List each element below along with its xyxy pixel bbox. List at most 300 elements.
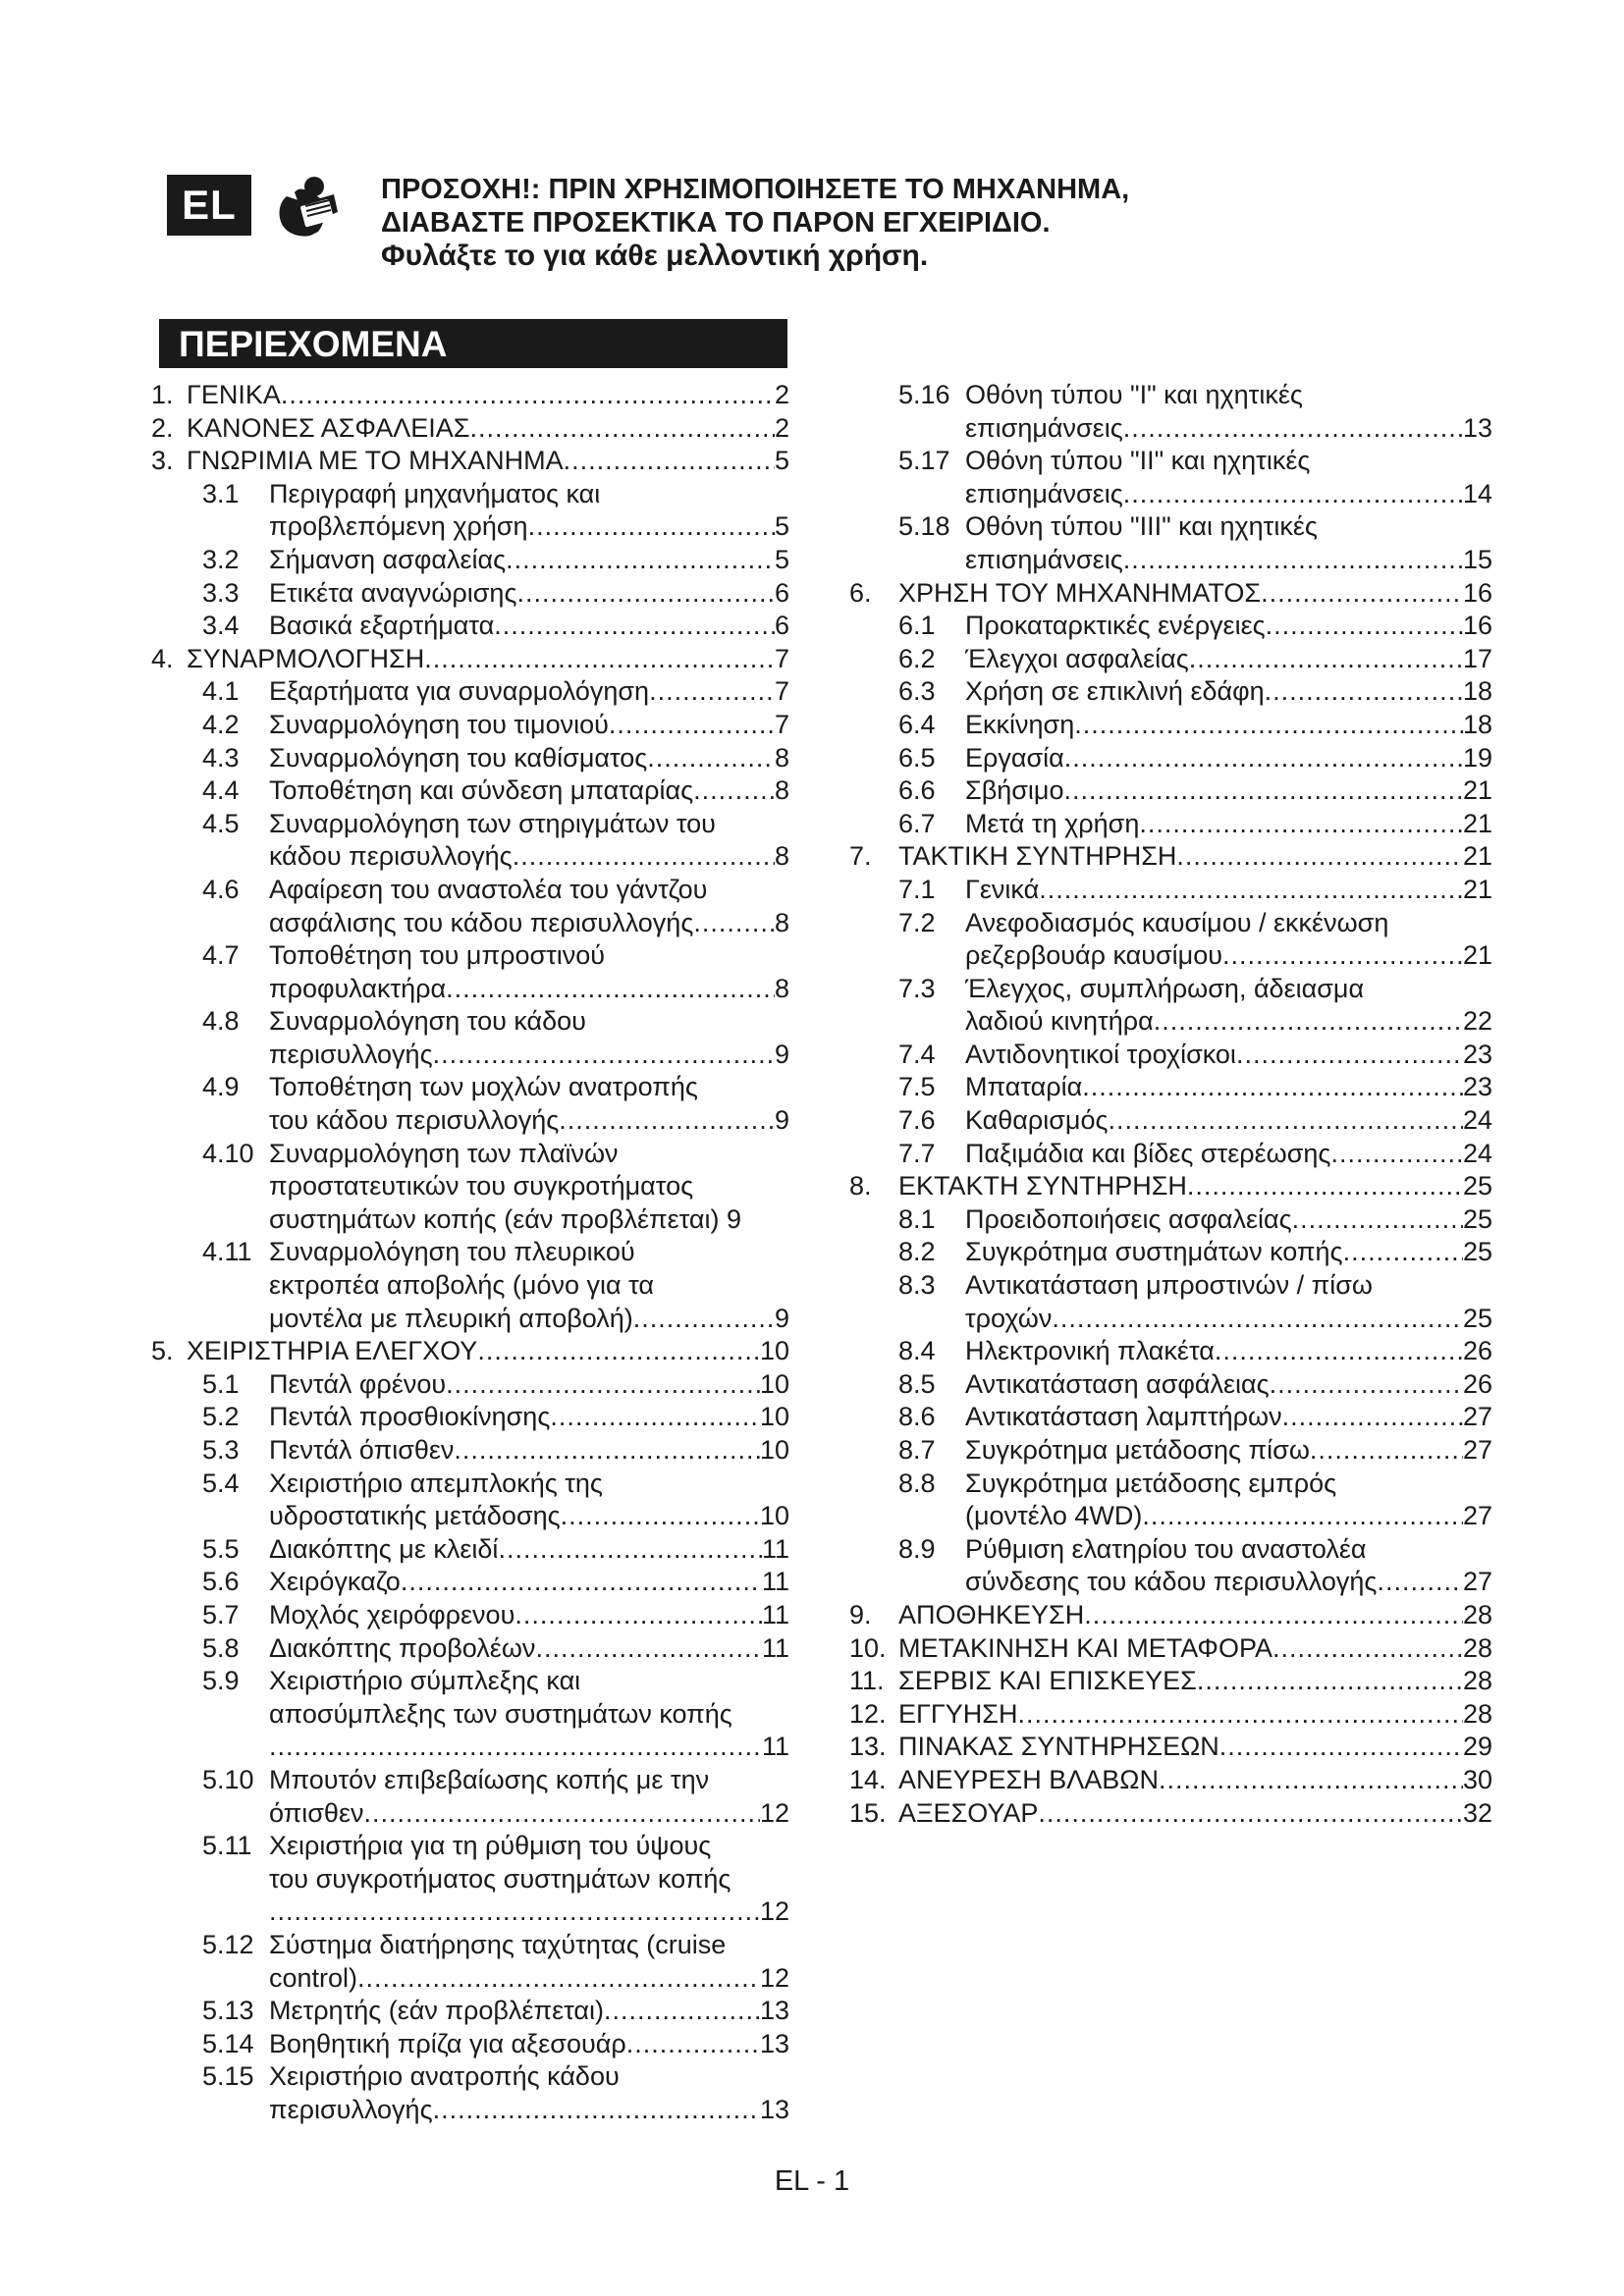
toc-entry-title: Οθόνη τύπου "II" και ηχητικές: [965, 446, 1311, 476]
toc-entry-number: 8.5: [898, 1368, 936, 1399]
toc-leader-dots: [514, 1599, 762, 1632]
toc-entry-page: 8: [774, 775, 789, 806]
toc-entry-number: 5.18: [898, 511, 950, 542]
toc-entry-page: 10: [759, 1435, 789, 1465]
toc-leader-dots: [1139, 808, 1463, 841]
toc-entry-title: Συναρμολόγηση του καθίσματος: [269, 742, 648, 773]
toc-entry-number: 8.7: [898, 1435, 936, 1465]
toc-leader-dots: [609, 709, 775, 742]
toc-entry[interactable]: [151, 1005, 789, 1039]
toc-entry-number: 8.1: [898, 1203, 936, 1234]
toc-entry-page: 21: [1462, 841, 1492, 872]
toc-leader-dots: [1109, 1104, 1463, 1138]
toc-entry-number: 5.4: [202, 1468, 240, 1498]
toc-entry[interactable]: [151, 2028, 789, 2061]
toc-entry-number: 4.11: [202, 1237, 252, 1267]
toc-entry[interactable]: [849, 577, 1492, 611]
toc-entry-title: Βοηθητική πρίζα για αξεσουάρ: [269, 2028, 626, 2058]
toc-entry[interactable]: [849, 709, 1492, 742]
toc-entry[interactable]: [151, 1203, 789, 1237]
toc-entry-title: Εργασία: [965, 742, 1064, 773]
toc-entry-title: προστατευτικών του συγκροτήματος: [269, 1171, 694, 1201]
toc-leader-dots: [1377, 1566, 1463, 1599]
toc-entry[interactable]: [849, 1500, 1492, 1533]
toc-entry-number: 3.: [151, 446, 174, 476]
toc-title: ΠΕΡΙΕΧΟΜΕΝΑ: [159, 319, 787, 368]
toc-entry[interactable]: [151, 1797, 789, 1831]
toc-entry[interactable]: [151, 379, 789, 412]
toc-entry-page: 17: [1462, 643, 1492, 673]
toc-entry[interactable]: [151, 1039, 789, 1072]
toc-entry-title: Βασικά εξαρτήματα: [269, 611, 495, 641]
toc-entry[interactable]: [151, 1632, 789, 1666]
toc-entry-number: 5.: [151, 1336, 174, 1366]
toc-entry[interactable]: [849, 1698, 1492, 1732]
toc-entry[interactable]: [151, 1335, 789, 1368]
toc-entry[interactable]: [151, 1698, 789, 1732]
toc-entry-title: προβλεπόμενη χρήση: [269, 511, 528, 542]
toc-entry[interactable]: [151, 1071, 789, 1104]
toc-leader-dots: [281, 379, 775, 412]
toc-entry-number: 12.: [849, 1698, 887, 1729]
toc-entry[interactable]: [151, 1533, 789, 1567]
toc-entry-title: Συγκρότημα μετάδοσης εμπρός: [965, 1468, 1337, 1498]
toc-entry[interactable]: [849, 1468, 1492, 1501]
toc-leader-dots: [1123, 478, 1463, 511]
toc-entry-number: 4.3: [202, 742, 240, 773]
toc-entry-number: 4.6: [202, 874, 240, 904]
toc-entry[interactable]: [849, 1401, 1492, 1434]
toc-entry[interactable]: [151, 1468, 789, 1501]
toc-entry-number: 5.3: [202, 1435, 240, 1465]
toc-entry-page: 18: [1462, 709, 1492, 739]
toc-entry-title: Αφαίρεση του αναστολέα του γάντζου: [269, 874, 708, 904]
toc-entry[interactable]: [151, 544, 789, 577]
toc-entry-number: 4.9: [202, 1072, 240, 1102]
toc-entry[interactable]: [849, 478, 1492, 511]
page-number: EL - 1: [774, 2165, 850, 2197]
toc-entry-number: 13.: [849, 1732, 887, 1762]
toc-entry-page: 29: [1462, 1732, 1492, 1762]
toc-entry-page: 10: [759, 1368, 789, 1399]
toc-entry-page: 25: [1462, 1303, 1492, 1333]
toc-entry-title: επισημάνσεις: [965, 412, 1123, 443]
toc-entry-title: Σήμανση ασφαλείας: [269, 544, 507, 574]
toc-entry[interactable]: [849, 1335, 1492, 1368]
toc-entry-page: 28: [1462, 1632, 1492, 1663]
toc-entry-page: 13: [1462, 412, 1492, 443]
toc-entry-number: 5.14: [202, 2028, 254, 2058]
toc-entry-number: 4.4: [202, 775, 240, 806]
toc-entry-page: 9: [774, 1303, 789, 1333]
toc-entry[interactable]: [849, 874, 1492, 907]
toc-entry-title: ΧΕΙΡΙΣΤΗΡΙΑ ΕΛΕΓΧΟΥ: [187, 1336, 478, 1366]
toc-leader-dots: [1197, 1665, 1463, 1698]
toc-entry-page: 24: [1462, 1138, 1492, 1168]
toc-entry-title: Προειδοποιήσεις ασφαλείας: [965, 1203, 1292, 1234]
toc-entry[interactable]: [151, 610, 789, 643]
toc-entry-page: 8: [774, 907, 789, 937]
toc-leader-dots: [1265, 675, 1463, 709]
toc-leader-dots: [433, 1039, 775, 1072]
toc-entry[interactable]: [151, 1500, 789, 1533]
toc-leader-dots: [550, 1401, 760, 1434]
toc-leader-dots: [433, 2094, 760, 2127]
toc-entry-title: ΑΞΕΣΟΥΑΡ: [898, 1797, 1039, 1828]
toc-entry-page: 5: [774, 446, 789, 476]
toc-leader-dots: [357, 1962, 760, 1996]
toc-entry-title: control): [269, 1962, 358, 1993]
toc-entry-title: επισημάνσεις: [965, 478, 1123, 508]
toc-entry[interactable]: [151, 774, 789, 808]
toc-entry-title: ΜΕΤΑΚΙΝΗΣΗ ΚΑΙ ΜΕΤΑΦΟΡΑ: [898, 1632, 1272, 1663]
toc-entry[interactable]: [151, 1929, 789, 1962]
toc-entry[interactable]: [151, 1731, 789, 1764]
toc-leader-dots: [528, 510, 775, 544]
toc-entry[interactable]: [151, 1896, 789, 1929]
toc-entry-number: 7.2: [898, 907, 936, 937]
toc-entry[interactable]: [151, 939, 789, 973]
toc-entry[interactable]: [849, 675, 1492, 709]
toc-entry[interactable]: [151, 1138, 789, 1171]
toc-leader-dots: [1270, 1368, 1463, 1402]
toc-entry-title: προφυλακτήρα: [269, 973, 447, 1003]
toc-leader-dots: [1330, 1138, 1463, 1171]
toc-entry[interactable]: [151, 1995, 789, 2028]
toc-entry[interactable]: [151, 675, 789, 709]
toc-entry-number: 7.5: [898, 1072, 936, 1102]
toc-entry-number: 8.: [849, 1171, 872, 1201]
language-badge: EL: [167, 175, 251, 236]
toc-leader-dots: [1266, 610, 1463, 643]
toc-entry[interactable]: [151, 1236, 789, 1269]
toc-leader-dots: [1282, 1401, 1463, 1434]
toc-entry[interactable]: [849, 1632, 1492, 1666]
toc-entry-number: 7.3: [898, 973, 936, 1003]
warning-line-1: ΠΡΟΣΟΧΗ!: ΠΡΙΝ ΧΡΗΣΙΜΟΠΟΙΗΣΕΤΕ ΤΟ ΜΗΧΑΝΗΜΑ,: [381, 174, 1130, 205]
toc-entry-title: Χρήση σε επικλινή εδάφη: [965, 676, 1265, 707]
toc-entry-page: 8: [774, 841, 789, 872]
toc-entry[interactable]: [151, 1434, 789, 1468]
toc-entry-page: 26: [1462, 1368, 1492, 1399]
toc-entry[interactable]: [151, 2060, 789, 2094]
toc-entry-title: κάδου περισυλλογής: [269, 841, 513, 872]
toc-entry-page: 9: [774, 1105, 789, 1136]
toc-entry-page: 25: [1462, 1171, 1492, 1201]
toc-leader-dots: [1074, 709, 1463, 742]
toc-entry-page: 25: [1462, 1203, 1492, 1234]
toc-entry[interactable]: [151, 1170, 789, 1203]
toc-entry-page: 23: [1462, 1072, 1492, 1102]
toc-entry[interactable]: [849, 1138, 1492, 1171]
toc-entry-page: 6: [774, 611, 789, 641]
toc-entry-number: 15.: [849, 1797, 887, 1828]
toc-entry-page: 30: [1462, 1764, 1492, 1794]
toc-entry-title: Αντιδονητικοί τροχίσκοι: [965, 1039, 1236, 1069]
toc-entry[interactable]: [151, 412, 789, 446]
toc-entry[interactable]: [849, 1566, 1492, 1599]
toc-leader-dots: [559, 1104, 775, 1138]
toc-entry-number: 6.: [849, 577, 872, 608]
toc-entry-number: 1.: [151, 380, 174, 409]
toc-entry-number: 7.4: [898, 1039, 936, 1069]
toc-entry-number: 5.11: [202, 1831, 252, 1861]
toc-entry-page: 11: [761, 1732, 789, 1762]
toc-entry[interactable]: [849, 1731, 1492, 1764]
toc-entry[interactable]: [849, 1039, 1492, 1072]
toc-leader-dots: [1142, 1500, 1463, 1533]
toc-entry-title: Συναρμολόγηση των στηριγμάτων του: [269, 808, 716, 838]
toc-entry[interactable]: [151, 1830, 789, 1863]
toc-entry[interactable]: [151, 643, 789, 676]
toc-entry[interactable]: [849, 1203, 1492, 1237]
toc-entry-title: Ανεφοδιασμός καυσίμου / εκκένωση: [965, 907, 1389, 937]
toc-entry-number: 14.: [849, 1764, 887, 1794]
toc-entry-page: 12: [759, 1797, 789, 1828]
toc-entry[interactable]: [151, 1104, 789, 1138]
toc-leader-dots: [1187, 1170, 1463, 1203]
toc-entry-title: ΕΚΤΑΚΤΗ ΣΥΝΤΗΡΗΣΗ: [898, 1171, 1187, 1201]
toc-entry-title: ΠΙΝΑΚΑΣ ΣΥΝΤΗΡΗΣΕΩΝ: [898, 1732, 1219, 1762]
toc-leader-dots: [1082, 1071, 1463, 1104]
toc-entry[interactable]: [849, 1236, 1492, 1269]
toc-entry-number: 7.1: [898, 874, 936, 904]
toc-entry-number: 4.7: [202, 940, 240, 971]
toc-entry[interactable]: [849, 1303, 1492, 1336]
toc-entry-page: 27: [1462, 1501, 1492, 1531]
toc-entry[interactable]: [849, 1665, 1492, 1698]
toc-leader-dots: [477, 1335, 760, 1368]
toc-entry[interactable]: [849, 1071, 1492, 1104]
toc-entry[interactable]: [151, 1599, 789, 1632]
toc-entry-title: ΕΓΓΥΗΣΗ: [898, 1698, 1018, 1729]
toc-entry-page: 11: [761, 1599, 789, 1629]
toc-entry-number: 8.6: [898, 1402, 936, 1432]
toc-entry[interactable]: [151, 808, 789, 841]
toc-entry[interactable]: [151, 510, 789, 544]
toc-entry[interactable]: [849, 1104, 1492, 1138]
toc-entry-page: 9: [774, 1039, 789, 1069]
toc-leader-dots: [1052, 1303, 1463, 1336]
toc-entry[interactable]: [151, 840, 789, 874]
toc-entry[interactable]: [849, 1368, 1492, 1402]
toc-entry-page: 21: [1462, 808, 1492, 838]
toc-entry-page: 15: [1462, 544, 1492, 574]
toc-leader-dots: [1154, 1005, 1463, 1039]
toc-entry[interactable]: [151, 1368, 789, 1402]
toc-entry[interactable]: [849, 939, 1492, 973]
toc-leader-dots: [604, 1995, 760, 2028]
toc-entry[interactable]: [151, 1863, 789, 1896]
toc-entry-number: 3.2: [202, 544, 240, 574]
toc-entry-title: Μπαταρία: [965, 1072, 1083, 1102]
toc-entry[interactable]: [151, 742, 789, 775]
toc-entry-title: Οθόνη τύπου "I" και ηχητικές: [965, 380, 1303, 409]
toc-leader-dots: [1063, 774, 1462, 808]
toc-entry[interactable]: [849, 445, 1492, 478]
toc-leader-dots: [693, 774, 775, 808]
toc-entry[interactable]: [849, 1797, 1492, 1831]
toc-entry-title: Τοποθέτηση των μοχλών ανατροπής: [269, 1072, 698, 1102]
toc-entry-page: 21: [1462, 775, 1492, 806]
toc-entry[interactable]: [849, 774, 1492, 808]
toc-entry[interactable]: [151, 973, 789, 1006]
toc-entry[interactable]: [151, 1764, 789, 1797]
toc-entry[interactable]: [151, 1269, 789, 1303]
toc-entry-title: Οθόνη τύπου "III" και ηχητικές: [965, 511, 1318, 542]
toc-entry-title: Συναρμολόγηση των πλαϊνών: [269, 1138, 619, 1168]
toc-entry-number: 5.6: [202, 1567, 240, 1597]
toc-entry[interactable]: [151, 1401, 789, 1434]
toc-entry[interactable]: [849, 742, 1492, 775]
toc-entry[interactable]: [151, 1962, 789, 1996]
toc-leader-dots: [446, 1368, 760, 1402]
toc-entry-page: 10: [759, 1501, 789, 1531]
toc-entry[interactable]: [151, 2094, 789, 2127]
toc-entry[interactable]: [849, 840, 1492, 874]
toc-entry-page: 19: [1462, 742, 1492, 773]
toc-entry-number: 8.4: [898, 1336, 936, 1366]
toc-leader-dots: [649, 675, 775, 709]
toc-entry-title: Πεντάλ όπισθεν: [269, 1435, 455, 1465]
toc-entry-page: 21: [1462, 874, 1492, 904]
toc-entry[interactable]: [151, 1566, 789, 1599]
toc-entry-number: 3.1: [202, 478, 240, 508]
toc-entry-title: ΑΝΕΥΡΕΣΗ ΒΛΑΒΩΝ: [898, 1764, 1159, 1794]
toc-leader-dots: [269, 1896, 760, 1929]
toc-entry-page: 28: [1462, 1666, 1492, 1696]
toc-entry-title: Μπουτόν επιβεβαίωσης κοπής με την: [269, 1764, 710, 1794]
toc-entry[interactable]: [151, 709, 789, 742]
toc-entry-title: Χειριστήριο σύμπλεξης και: [269, 1666, 581, 1696]
toc-leader-dots: [1261, 577, 1463, 611]
toc-entry-title: Αντικατάσταση ασφάλειας: [965, 1368, 1270, 1399]
toc-entry[interactable]: [151, 577, 789, 611]
toc-leader-dots: [506, 544, 775, 577]
toc-entry[interactable]: [849, 1005, 1492, 1039]
toc-leader-dots: [424, 643, 775, 676]
toc-entry-number: 8.3: [898, 1270, 936, 1301]
toc-entry-title: Περιγραφή μηχανήματος και: [269, 478, 601, 508]
toc-entry[interactable]: [151, 1303, 789, 1336]
toc-entry-title: Έλεγχος, συμπλήρωση, άδειασμα: [965, 973, 1365, 1003]
toc-entry-page: 7: [774, 709, 789, 739]
toc-entry-page: 16: [1462, 577, 1492, 608]
toc-entry[interactable]: [849, 973, 1492, 1006]
toc-entry-page: 23: [1462, 1039, 1492, 1069]
toc-entry-number: 4.8: [202, 1006, 240, 1037]
toc-entry[interactable]: [151, 907, 789, 940]
toc-entry-number: 10.: [849, 1632, 887, 1663]
toc-entry-title: ΓΝΩΡΙΜΙΑ ΜΕ ΤΟ ΜΗΧΑΝΗΜΑ: [187, 446, 564, 476]
toc-entry[interactable]: [849, 1533, 1492, 1567]
toc-entry-page: 7: [774, 676, 789, 707]
toc-entry-number: 9.: [849, 1599, 872, 1629]
toc-entry-title: συστημάτων κοπής (εάν προβλέπεται) 9: [269, 1203, 742, 1234]
toc-entry-title: Χειριστήριο ανατροπής κάδου: [269, 2061, 620, 2092]
toc-entry[interactable]: [849, 1170, 1492, 1203]
toc-leader-dots: [454, 1434, 760, 1468]
toc-entry-number: 11.: [849, 1666, 885, 1696]
toc-entry-title: ρεζερβουάρ καυσίμου: [965, 940, 1223, 971]
toc-entry-number: 2.: [151, 412, 174, 443]
toc-entry-number: 5.15: [202, 2061, 254, 2092]
toc-leader-dots: [269, 1731, 762, 1764]
toc-entry[interactable]: [849, 1269, 1492, 1303]
toc-entry[interactable]: [849, 510, 1492, 544]
toc-entry-page: 2: [774, 380, 789, 409]
toc-entry-title: Χειριστήριο απεμπλοκής της: [269, 1468, 603, 1498]
toc-entry[interactable]: [849, 544, 1492, 577]
toc-entry-title: υδροστατικής μετάδοσης: [269, 1501, 561, 1531]
toc-entry-title: Μετρητής (εάν προβλέπεται): [269, 1996, 605, 2026]
toc-entry-title: ΚΑΝΟΝΕΣ ΑΣΦΑΛΕΙΑΣ: [187, 412, 470, 443]
toc-entry[interactable]: [849, 412, 1492, 446]
toc-column-right: [849, 379, 1492, 1830]
toc-entry-page: 8: [774, 742, 789, 773]
toc-entry-number: 6.4: [898, 709, 936, 739]
toc-entry[interactable]: [849, 907, 1492, 940]
toc-entry-title: Συγκρότημα συστημάτων κοπής: [965, 1237, 1343, 1267]
toc-entry-title: Προκαταρκτικές ενέργειες: [965, 611, 1266, 641]
toc-entry-page: 22: [1462, 1006, 1492, 1037]
toc-entry-title: Διακόπτης με κλειδί: [269, 1533, 499, 1564]
toc-entry-number: 8.9: [898, 1533, 936, 1564]
toc-entry-title: Γενικά: [965, 874, 1040, 904]
toc-entry-page: 24: [1462, 1105, 1492, 1136]
toc-entry-title: Καθαρισμός: [965, 1105, 1109, 1136]
toc-entry-title: Χειρόγκαζο: [269, 1567, 401, 1597]
toc-entry-number: 5.17: [898, 446, 950, 476]
read-manual-icon: [273, 173, 344, 241]
toc-entry-title: ασφάλισης του κάδου περισυλλογής: [269, 907, 694, 937]
toc-entry[interactable]: [849, 610, 1492, 643]
toc-entry[interactable]: [849, 379, 1492, 412]
toc-entry-title: Ετικέτα αναγνώρισης: [269, 577, 517, 608]
toc-entry-title: Πεντάλ φρένου: [269, 1368, 447, 1399]
toc-leader-dots: [1176, 840, 1463, 874]
toc-entry[interactable]: [849, 1434, 1492, 1468]
toc-entry-title: εκτροπέα αποβολής (μόνο για τα: [269, 1270, 654, 1301]
toc-entry-title: Συναρμολόγηση του τιμονιού: [269, 709, 609, 739]
toc-entry-title: μοντέλα με πλευρική αποβολή): [269, 1303, 633, 1333]
toc-entry-page: 11: [761, 1533, 789, 1564]
toc-entry-page: 18: [1462, 676, 1492, 707]
toc-entry-page: 7: [774, 643, 789, 673]
toc-entry-page: 14: [1462, 478, 1492, 508]
toc-entry-number: 6.1: [898, 611, 936, 641]
toc-entry-number: 3.3: [202, 577, 240, 608]
toc-entry-title: Εξαρτήματα για συναρμολόγηση: [269, 676, 650, 707]
toc-entry[interactable]: [849, 1764, 1492, 1797]
toc-entry-page: 27: [1462, 1435, 1492, 1465]
toc-entry-number: 6.5: [898, 742, 936, 773]
toc-leader-dots: [1084, 1599, 1463, 1632]
toc-entry[interactable]: [151, 445, 789, 478]
toc-entry-title: λαδιού κινητήρα: [965, 1006, 1154, 1037]
toc-entry[interactable]: [151, 1665, 789, 1698]
toc-entry[interactable]: [849, 808, 1492, 841]
toc-entry-title: Αντικατάσταση λαμπτήρων: [965, 1402, 1282, 1432]
toc-entry-page: 21: [1462, 940, 1492, 971]
toc-entry-page: 28: [1462, 1698, 1492, 1729]
toc-entry[interactable]: [849, 1599, 1492, 1632]
toc-entry[interactable]: [849, 643, 1492, 676]
toc-entry[interactable]: [151, 874, 789, 907]
toc-entry[interactable]: [151, 478, 789, 511]
toc-leader-dots: [1189, 643, 1463, 676]
toc-entry-page: 28: [1462, 1599, 1492, 1629]
